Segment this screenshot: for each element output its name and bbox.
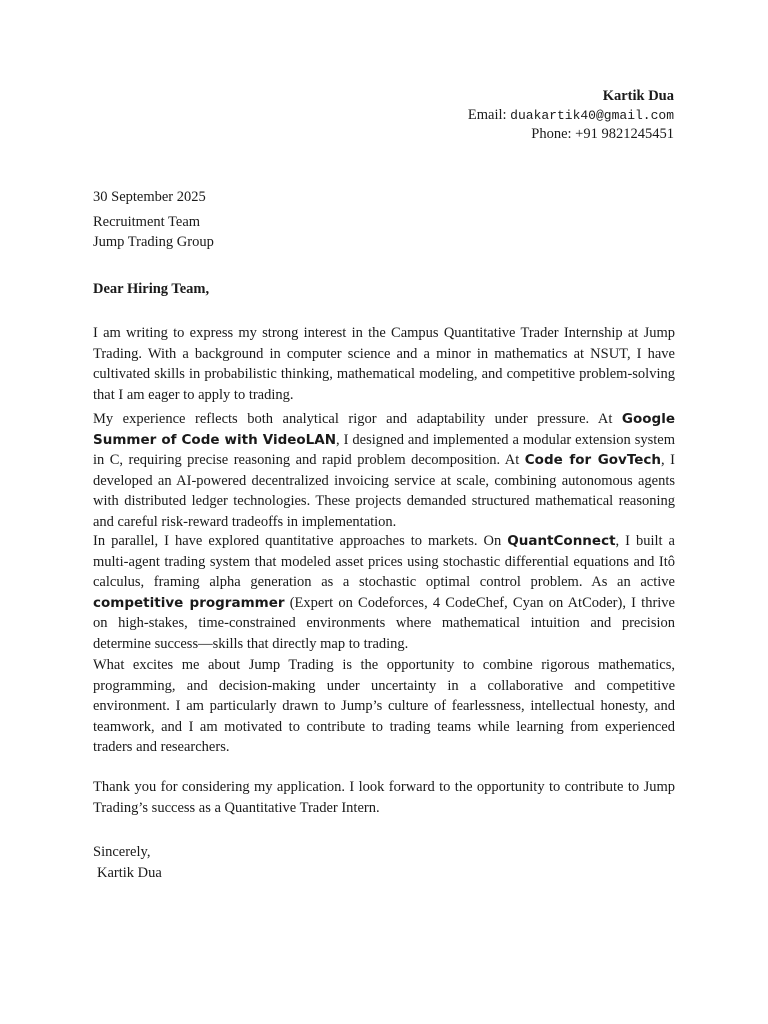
sender-email-line <box>468 106 674 126</box>
highlight-govtech: Code for GovTech <box>524 452 662 468</box>
signature-name: Kartik Dua <box>97 865 162 881</box>
highlight-competitive-programmer: competitive programmer <box>93 594 285 611</box>
email-label: Email: <box>467 106 507 123</box>
p3-text-a: In parallel, I have explored quantitative approaches to markets. On <box>93 533 508 549</box>
paragraph-quant <box>93 531 675 654</box>
recipient-block <box>93 213 675 252</box>
recipient-line-1: Recruitment Team <box>93 214 201 230</box>
p3-text-e: (Expert on Codeforces, 4 CodeChef, Cyan on AtCoder), I thrive on high-stakes, time-constrained environments where mathematical intuition and precision determine success—skills that directly map to trading. <box>93 594 675 652</box>
p2-text-e: , I developed an AI-powered decentralized invoicing service at scale, combining autonomous agents with distributed ledger technologies. These projects demanded structured mathematical reasoning and careful risk-reward tradeoffs in implementation. <box>93 452 675 530</box>
p2-text-c: , I designed and implemented a modular extension system in C, requiring precise reasoning and rapid problem decomposition. At <box>93 431 675 468</box>
p3-text-c: , I built a multi-agent trading system that modeled asset prices using stochastic differential equations and Itô calculus, framing alpha generation as a stochastic optimal control problem. As an active <box>93 533 675 590</box>
sender-phone: Phone: +91 9821245451 <box>531 126 674 142</box>
salutation: Dear Hiring Team, <box>93 281 210 297</box>
highlight-quantconnect: QuantConnect <box>507 533 616 549</box>
paragraph-intro: I am writing to express my strong interest in the Campus Quantitative Trader Internship at Jump Trading. With a background in computer science and a minor in mathematics at NSUT, I have cultivated skills in probabilistic thinking, mathematical modeling, and competitive problem-solving that I am eager to apply to trading. <box>93 325 675 403</box>
email-address[interactable]: duakartik40@gmail.com <box>510 107 674 123</box>
highlight-gsoc: Google Summer of Code with VideoLAN <box>93 411 675 448</box>
recipient-line-2: Jump Trading Group <box>93 233 214 250</box>
paragraph-thanks: Thank you for considering my application. I look forward to the opportunity to contribute to Jump Trading’s success as a Quantitative Trader Intern. <box>93 779 675 816</box>
p2-text-a: My experience reflects both analytical rigor and adaptability under pressure. At <box>93 411 622 427</box>
sender-name: Kartik Dua <box>602 88 674 104</box>
valediction: Sincerely, <box>93 844 151 860</box>
paragraph-motivation: What excites me about Jump Trading is the opportunity to combine rigorous mathematics, programming, and decision-making under uncertainty in a collaborative and competitive environment. I am particularly drawn to Jump’s culture of fearlessness, intellectual honesty, and teamwork, and I am motivated to contribute to trading teams while learning from experienced traders and researchers. <box>93 657 675 755</box>
paragraph-experience <box>93 409 675 532</box>
closing-block <box>93 842 675 884</box>
sender-block <box>468 87 674 144</box>
letter-date: 30 September 2025 <box>93 189 206 205</box>
